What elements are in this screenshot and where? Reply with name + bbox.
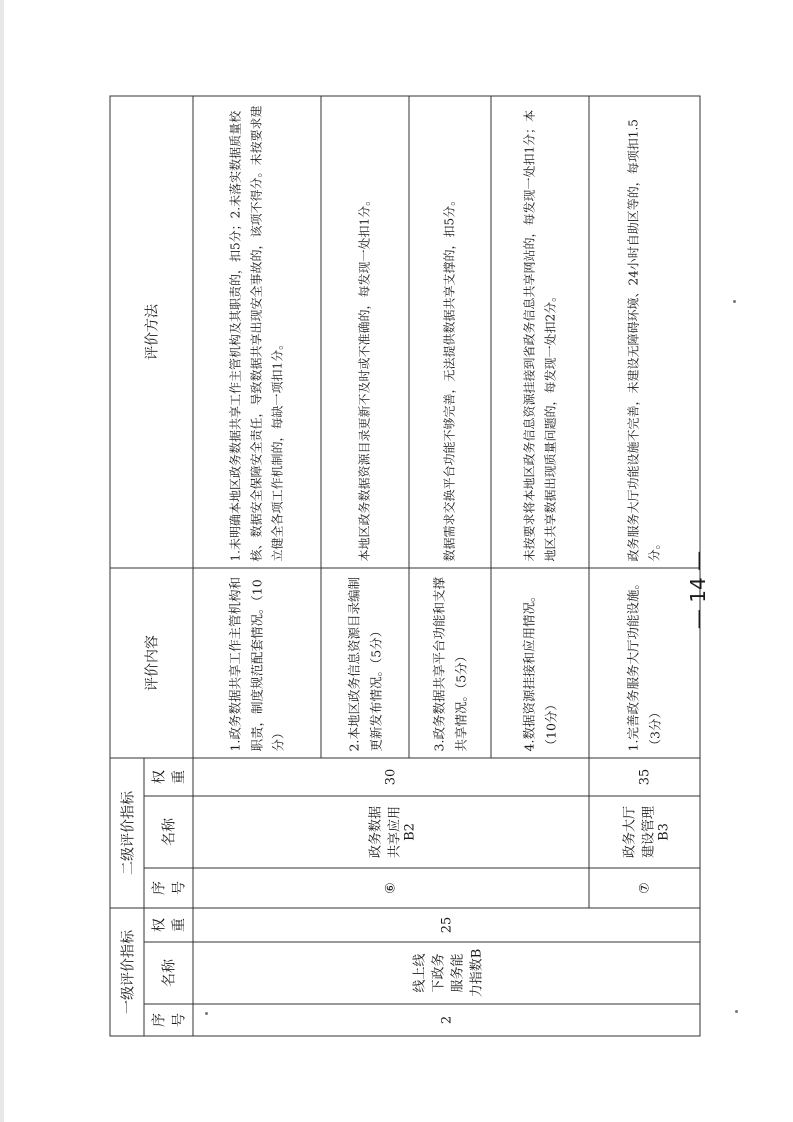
l2-weight-header: 权重 (144, 758, 193, 796)
b3-name: 政务大厅建设管理B3 (589, 796, 700, 868)
b2-item2-content: 2.本地区政务信息资源目录编制更新发布情况。（5分） (321, 568, 409, 758)
b3-item1-method: 政务服务大厅功能设施不完善，未建设无障碍环境、24小时自助区等的，每项扣1.5分。 (589, 96, 700, 568)
b3-item1-content: 1.完善政务服务大厅功能设施。（3分） (589, 568, 700, 758)
b2-item2-method: 本地区政务数据资源目录更新不及时或不准确的，每发现一处扣1分。 (321, 96, 409, 568)
evaluation-table (110, 95, 701, 1036)
b2-seq: ⑥ (193, 868, 589, 908)
scan-edge (0, 0, 4, 1122)
l1-name-header: 名称 (144, 942, 193, 1004)
page-number-text: — 14 — (686, 550, 710, 630)
method-header: 评价方法 (110, 96, 193, 568)
l1-weight: 25 (193, 908, 700, 942)
b3-seq: ⑦ (589, 868, 700, 908)
l1-name: 线上线下政务服务能力指数B (193, 942, 700, 1004)
b2-weight: 30 (193, 758, 589, 796)
scan-speck (205, 1012, 208, 1015)
b2-item3-content: 3.政务数据共享平台功能和支撑共享情况。（5分） (409, 568, 491, 758)
l1-weight-header: 权重 (144, 908, 193, 942)
scan-speck (735, 1010, 738, 1013)
level1-header: 一级评价指标 (110, 908, 144, 1036)
l2-name-header: 名称 (144, 796, 193, 868)
b3-weight: 35 (589, 758, 700, 796)
b2-item3-method: 数据需求交换平台功能不够完善，无法提供数据共享支撑的，扣5分。 (409, 96, 491, 568)
b2-item1-method: 1.未明确本地区政务数据共享工作主管机构及其职责的，扣5分；2.未落实数据质量校核、数据安全保障安全责任，导致数据共享出现安全事故的，该项不得分。未按要求建立健全各项工作机制的，每缺一项扣1分。 (193, 96, 321, 568)
content-header: 评价内容 (110, 568, 193, 758)
rotated-table-page (110, 97, 685, 1037)
scan-speck (733, 300, 736, 303)
page-number (683, 550, 713, 630)
table-row (193, 96, 321, 1036)
l2-seq-header: 序号 (144, 868, 193, 908)
b2-item4-method: 未按要求将本地区政务信息资源挂接到省政务信息共享网站的，每发现一处扣1分；本地区共享数据出现质量问题的，每发现一处扣2分。 (491, 96, 589, 568)
b2-item4-content: 4.数据资源挂接和应用情况。（10分） (491, 568, 589, 758)
b2-item1-content: 1.政务数据共享工作主管机构和职责，制度规范配套情况。（10分） (193, 568, 321, 758)
l1-seq: 2 (193, 1004, 700, 1036)
level2-header: 二级评价指标 (110, 758, 144, 908)
b2-name: 政务数据共享应用B2 (193, 796, 589, 868)
l1-seq-header: 序号 (144, 1004, 193, 1036)
